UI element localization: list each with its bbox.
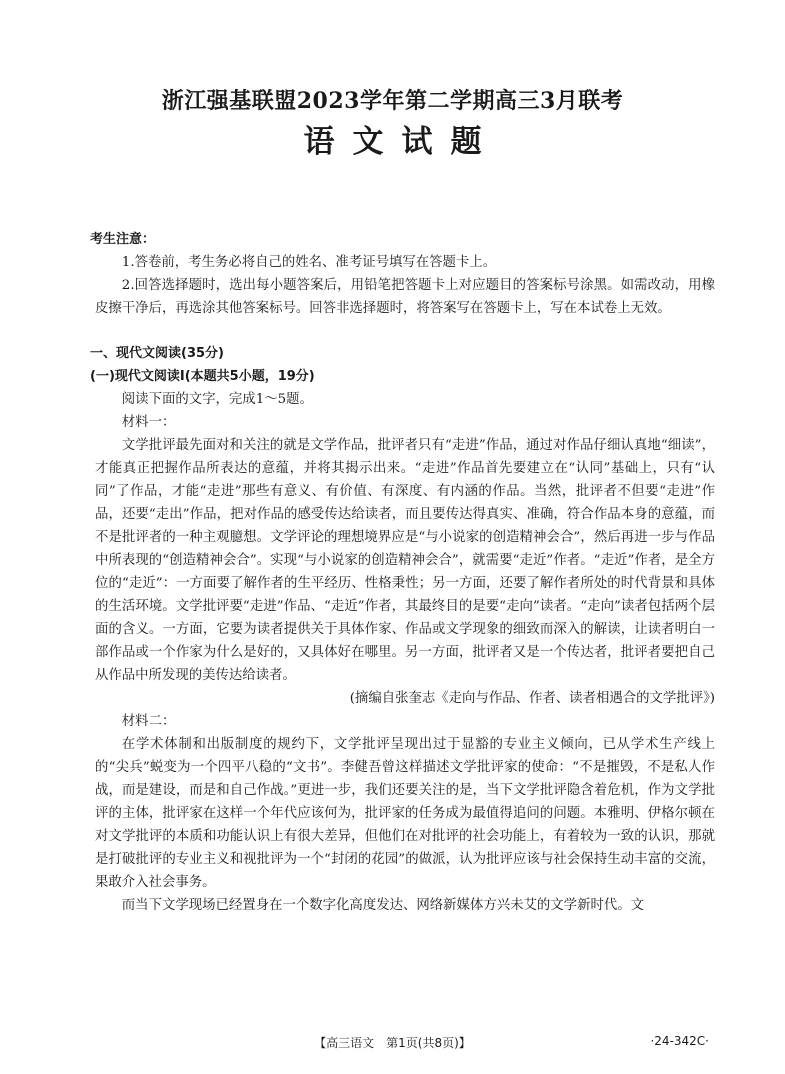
material-1-text: 文学批评最先面对和关注的就是文学作品，批评者只有“走进”作品，通过对作品仔细认真地“细读”，才能真正把握作品所表达的意蕴，并将其揭示出来。“走进”作品首先要建立在“认同”基础上，只有“认同”了作品，才能“走进”那些有意义、有价值、有深度、有内涵的作品。当然，批评者不但要“走进”作品，还要“走出”作品，把对作品的感受传达给读者，而且要传达得真实、准确，符合作品本身的意蕴，而不是批评者的一种主观臆想。文学评论的理想境界应是“与小说家的创造精神会合”，然后再进一步与作品中所表现的“创造精神会合”。实现“与小说家的创造精神会合”，就需要“走近”作者。“走近”作者，是全方位的“走近”：一方面要了解作者的生平经历、性格秉性；另一方面，还要了解作者所处的时代背景和具体的生活环境。文学批评要“走进”作品、“走近”作者，其最终目的是要“走向”读者。“走向”读者包括两个层面的含义。一方面，它要为读者提供关于具体作家、作品或文学现象的细致而深入的解读，让读者明白一部作品或一个作家为什么是好的，又具体好在哪里。另一方面，批评者又是一个传达者，批评者要把自己从作品中所发现的美传达给读者。: [95, 438, 715, 683]
section-heading: 一、现代文阅读(35分): [90, 346, 224, 361]
notice-item-1: 1.答卷前，考生务必将自己的姓名、准考证号填写在答题卡上。: [121, 255, 497, 270]
reading-instruction: 阅读下面的文字，完成1～5题。: [121, 392, 313, 407]
material-1-label: 材料一：: [121, 415, 176, 430]
exam-subject-title: 语文试题: [303, 124, 500, 160]
material-1-source: (摘编自张奎志《走向与作品、作者、读者相遇合的文学批评》): [349, 691, 715, 706]
notice-heading: 考生注意：: [90, 232, 156, 247]
section-sub-heading: (一)现代文阅读Ⅰ(本题共5小题，19分): [90, 369, 315, 384]
exam-title: 浙江强基联盟2023学年第二学期高三3月联考: [161, 88, 624, 114]
notice-item-2: 2.回答选择题时，选出每小题答案后，用铅笔把答题卡上对应题目的答案标号涂黑。如需改动，用橡皮擦干净后，再选涂其他答案标号。回答非选择题时，将答案写在答题卡上，写在本试卷上无效。: [95, 278, 715, 316]
material-2-label: 材料二：: [121, 714, 176, 729]
page-number: 【高三语文 第1页(共8页)】: [314, 1036, 471, 1050]
material-2-paragraph-2: 而当下文学现场已经置身在一个数字化高度发达、网络新媒体方兴未艾的文学新时代。文: [121, 898, 645, 913]
exam-code: ·24-342C·: [650, 1034, 709, 1048]
material-2-paragraph-1: 在学术体制和出版制度的规约下，文学批评呈现出过于显豁的专业主义倾向，已从学术生产线上的“尖兵”蜕变为一个四平八稳的“文书”。李健吾曾这样描述文学批评家的使命：“不是摧毁，不是私人作战，而是建设，而是和自己作战。”更进一步，我们还要关注的是，当下文学批评隐含着危机，作为文学批评的主体，批评家在这样一个年代应该何为，批评家的任务成为最值得追问的问题。本雅明、伊格尔顿在对文学批评的本质和功能认识上有很大差异，但他们在对批评的社会功能上，有着较为一致的认识，那就是打破批评的专业主义和视批评为一个“封闭的花园”的做派，认为批评应该与社会保持生动丰富的交流，果敢介入社会事务。: [95, 737, 715, 890]
exam-body: [90, 228, 715, 917]
